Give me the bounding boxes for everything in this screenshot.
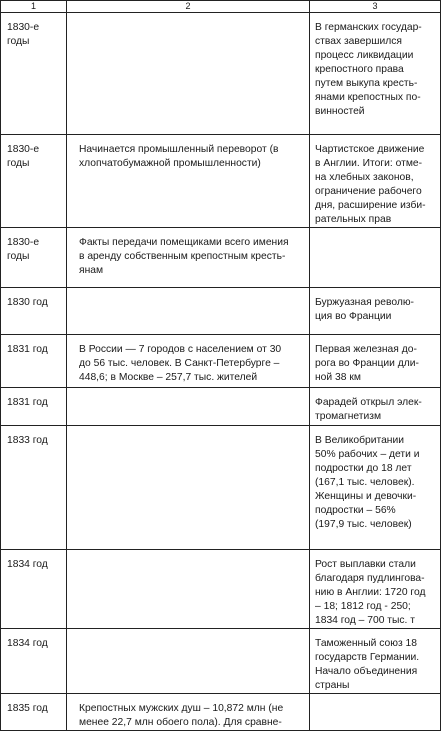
table-row xyxy=(1,13,441,135)
table-row xyxy=(1,550,441,629)
date-cell: 1831 год xyxy=(1,335,67,388)
table-row xyxy=(1,335,441,388)
world-cell: Буржуазная револю- ция во Франции xyxy=(310,288,441,335)
russia-cell xyxy=(67,288,310,335)
world-cell: В Великобритании 50% рабочих – дети и подростки до 18 лет (167,1 тыс. человек). Женщины и девочки- подростки – 56% (197,9 тыс. человек) xyxy=(310,426,441,550)
date-cell: 1831 год xyxy=(1,388,67,426)
date-cell: 1830-е годы xyxy=(1,228,67,288)
table-row xyxy=(1,629,441,694)
world-cell: Таможенный союз 18 государств Германии. Начало объединения страны xyxy=(310,629,441,694)
date-cell: 1834 год xyxy=(1,550,67,629)
header-col-3: 3 xyxy=(310,1,441,13)
table-row xyxy=(1,388,441,426)
russia-cell: Начинается промышленный переворот (в хлопчатобумажной промышленности) xyxy=(67,135,310,228)
russia-cell: Крепостных мужских душ – 10,872 млн (не менее 22,7 млн обоего пола). Для сравне- xyxy=(67,694,310,731)
russia-cell xyxy=(67,629,310,694)
date-cell: 1833 год xyxy=(1,426,67,550)
world-cell xyxy=(310,228,441,288)
russia-cell xyxy=(67,550,310,629)
table-row xyxy=(1,135,441,228)
world-cell: Рост выплавки стали благодаря пудлингова- нию в Англии: 1720 год – 18; 1812 год - 250; 1834 год – 700 тыс. т xyxy=(310,550,441,629)
world-cell xyxy=(310,694,441,731)
world-cell: Первая железная до- рога во Франции дли- ной 38 км xyxy=(310,335,441,388)
table-header xyxy=(1,1,441,13)
russia-cell: В России — 7 городов с населением от 30 до 56 тыс. человек. В Санкт-Петербурге – 448,6; в Москве – 257,7 тыс. жителей xyxy=(67,335,310,388)
header-col-2: 2 xyxy=(67,1,310,13)
russia-cell xyxy=(67,13,310,135)
table-row xyxy=(1,228,441,288)
world-cell: Фарадей открыл элек- тромагнетизм xyxy=(310,388,441,426)
header-col-1: 1 xyxy=(1,1,67,13)
world-cell: В германских государ- ствах завершился процесс ликвидации крепостного права путем выкупа кресть- янами крепостных по- винностей xyxy=(310,13,441,135)
table-row xyxy=(1,694,441,731)
table-row xyxy=(1,426,441,550)
date-cell: 1830 год xyxy=(1,288,67,335)
russia-cell xyxy=(67,426,310,550)
date-cell: 1834 год xyxy=(1,629,67,694)
date-cell: 1835 год xyxy=(1,694,67,731)
table-row xyxy=(1,288,441,335)
world-cell: Чартистское движение в Англии. Итоги: отме- на хлебных законов, ограничение рабочего дня, расширение изби- рательных прав xyxy=(310,135,441,228)
russia-cell xyxy=(67,388,310,426)
date-cell: 1830-е годы xyxy=(1,13,67,135)
date-cell: 1830-е годы xyxy=(1,135,67,228)
russia-cell: Факты передачи помещиками всего имения в аренду собственным крепостным кресть- янам xyxy=(67,228,310,288)
